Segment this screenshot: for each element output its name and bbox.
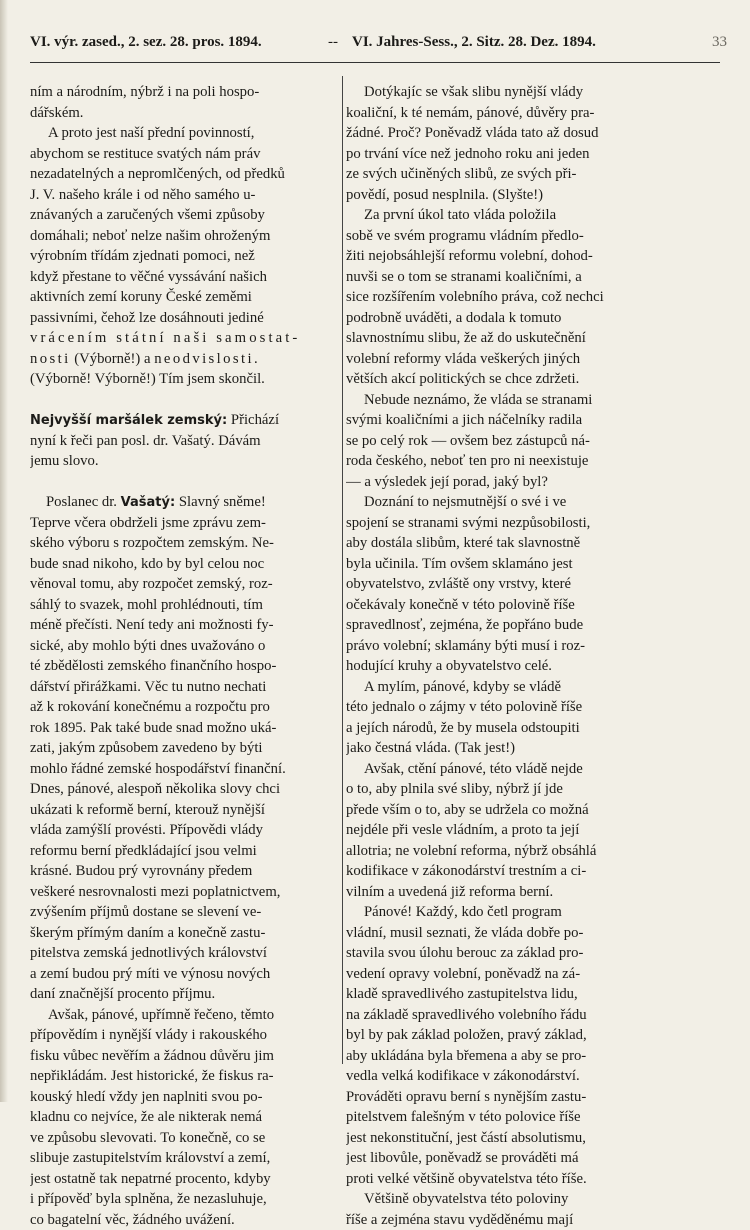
paragraph-restitution	[30, 123, 342, 328]
text-line: přede vším o to, aby se udržela co možná	[346, 800, 668, 821]
text-line: koaliční, k té nemám, pánové, důvěry pra-	[346, 103, 668, 124]
text-line: vládní, musil seznati, že vláda dobře po-	[346, 923, 668, 944]
emphasis-word: nosti	[30, 351, 71, 367]
text-line: abychom se restituce svatých nám práv	[30, 144, 342, 165]
text-line: Dotýkajíc se však slibu nynější vlády	[346, 82, 668, 103]
text-line: o to, aby plnila své sliby, nýbrž jí jde	[346, 779, 668, 800]
text-line: kouský hledí vždy jen naplniti svou po-	[30, 1087, 342, 1108]
text-line: ním a národním, nýbrž i na poli hospo-	[30, 82, 342, 103]
text-line: na základě spravedlivého volebního řádu	[346, 1005, 668, 1026]
emphasis-word: neodvislosti.	[154, 351, 260, 367]
text-line: a jejích národů, že by musela odstoupiti	[346, 718, 668, 739]
text-line: spravedlnosť, zejména, že popřáno bude	[346, 615, 668, 636]
text-line: i přípověď byla splněna, že nezasluhuje,	[30, 1189, 342, 1210]
text-line: J. V. našeho krále i od něho samého u-	[30, 185, 342, 206]
text-line: domáhali; neboť nelze našim ohroženým	[30, 226, 342, 247]
text-line: když přestane to věčné vyssávání našich	[30, 267, 342, 288]
text-line: pitelstvem falešným v této polovice říše	[346, 1107, 668, 1128]
text-line: aby ukládána byla břemena a aby se pro-	[346, 1046, 668, 1067]
text-line: méně přečísti. Není tedy ani možnosti fy-	[30, 615, 342, 636]
text-line: žiti nejobsáhlejší reformu volební, dohod-	[346, 246, 668, 267]
text-line: žádné. Proč? Poněvadž vláda tato až dosud	[346, 123, 668, 144]
text-line: reformu berní předkládající jsou velmi	[30, 841, 342, 862]
text-line: spojení se stranami svými nezpůsobilosti,	[346, 513, 668, 534]
text-line: veškeré nesrovnalosti mezi poplatnictvem,	[30, 882, 342, 903]
text-line: očekávaly konečně v této polovině říše	[346, 595, 668, 616]
text-line: znávaných a zaručených všemi způsoby	[30, 205, 342, 226]
text-line: zvýšením příjmů dostane se slevení ve-	[30, 902, 342, 923]
text-line: škerým přímým daním a konečně zastu-	[30, 923, 342, 944]
speaker-title: Poslanec dr.	[46, 494, 121, 510]
text-line: sické, aby mohlo býti dnes uvažováno o	[30, 636, 342, 657]
text-line: dářství přirážkami. Věc tu nutno nechati	[30, 677, 342, 698]
text-line: podrobně uváděti, a dodala k tomuto	[346, 308, 668, 329]
speaker-line	[30, 492, 342, 513]
applause-text: (Výborně!) a	[71, 351, 155, 367]
speech-paragraph	[30, 513, 342, 1005]
text-line: říše a zejména stavu vyděděnému mají	[346, 1210, 668, 1230]
emphasis-line-2	[30, 349, 342, 370]
text-line: Pánové! Každý, kdo četl program	[346, 902, 668, 923]
text-line: nyní k řeči pan posl. dr. Vašatý. Dávám	[30, 431, 342, 452]
speech-text: Slavný sněme!	[175, 494, 266, 510]
text-line: větších akcí politických se chce zdržeti.	[346, 369, 668, 390]
right-column	[346, 82, 668, 1230]
text-line: až k rokování konečnému a rozpočtu pro	[30, 697, 342, 718]
text-line: roda českého, neboť ten pro ni neexistuje	[346, 451, 668, 472]
text-line: povědí, posud nesplnila. (Slyšte!)	[346, 185, 668, 206]
text-line: sáhlý to svazek, mohl prohlédnouti, tím	[30, 595, 342, 616]
text-line: proti velké většině obyvatelstva této říše.	[346, 1169, 668, 1190]
left-column	[30, 82, 342, 1230]
paragraph-line: (Výborně! Výborně!) Tím jsem skončil.	[30, 369, 342, 390]
text-line: Teprve včera obdrželi jsme zprávu zem-	[30, 513, 342, 534]
text-line: ve způsobu slevovati. To konečně, co se	[30, 1128, 342, 1149]
emphasis-line: vrácením státní naši samostat-	[30, 328, 342, 349]
text-line: nejdéle při vesle vládním, a proto ta její	[346, 820, 668, 841]
text-line: Avšak, ctění pánové, této vládě nejde	[346, 759, 668, 780]
text-line: nezadatelných a nepromlčených, od předků	[30, 164, 342, 185]
text-line: jest ostatně tak nepatrné procento, kdyby	[30, 1169, 342, 1190]
text-line: pitelstva zemská jednotlivých království	[30, 943, 342, 964]
text-line: rok 1895. Pak také bude snad možno uká-	[30, 718, 342, 739]
text-line: nepřikládám. Jest historické, že fiskus ra-	[30, 1066, 342, 1087]
column-divider	[342, 76, 343, 1064]
text-line: věnoval tomu, aby rozpočet zemský, roz-	[30, 574, 342, 595]
text-line: jest nekonstituční, jest částí absolutismu,	[346, 1128, 668, 1149]
text-line: Nebude neznámo, že vláda se stranami	[346, 390, 668, 411]
text-line: vedení opravy volební, poněvadž na zá-	[346, 964, 668, 985]
text-line: se po celý rok — ovšem bez zástupců ná-	[346, 431, 668, 452]
text-line: sobě ve svém programu vládním předlo-	[346, 226, 668, 247]
text-line: — a výsledek její porad, jaký byl?	[346, 472, 668, 493]
text-line: A mylím, pánové, kdyby se vládě	[346, 677, 668, 698]
text-line: kladnu co nejvíce, že ale nikterak nemá	[30, 1107, 342, 1128]
page-number: 33	[712, 34, 727, 51]
text-line: ukázati k reformě berní, kterouž nynější	[30, 800, 342, 821]
text-line: aby dostála slibům, které tak slavnostně	[346, 533, 668, 554]
speaker-name: Nejvyšší maršálek zemský:	[30, 413, 227, 428]
text-line: daní značnější procento příjmu.	[30, 984, 342, 1005]
text-line: co bagatelní věc, žádného uvážení.	[30, 1210, 342, 1230]
text-line: té zbědělosti zemského finančního hospo-	[30, 656, 342, 677]
text-line: slavnostnímu slibu, že až do uskutečnění	[346, 328, 668, 349]
speaker-name: Vašatý:	[121, 495, 176, 510]
text-line: krásné. Budou prý vyrovnány předem	[30, 861, 342, 882]
text-line: Doznání to nejsmutnější o své i ve	[346, 492, 668, 513]
text-line: allotria; ne volební reforma, nýbrž obsáhlá	[346, 841, 668, 862]
text-line: nuvši se o tom se stranami koaličními, a	[346, 267, 668, 288]
text-line: vláda zamýšlí provésti. Přípovědi vlády	[30, 820, 342, 841]
text-line: kladě spravedlivého zastupitelstva lidu,	[346, 984, 668, 1005]
text-line: vilním a uvedená již reforma berní.	[346, 882, 668, 903]
text-line: stavila svou úlohu berouc za základ pro-	[346, 943, 668, 964]
running-header	[30, 34, 730, 56]
text-line: mohlo řádné zemské hospodářství finanční.	[30, 759, 342, 780]
text-line: a zemí budou prý míti ve výnosu nových	[30, 964, 342, 985]
text-line: po trvání více než jednoho roku ani jeden	[346, 144, 668, 165]
paragraph-avsak	[30, 1005, 342, 1230]
text-line: aktivních zemí koruny České zeměmi	[30, 287, 342, 308]
text-line: jest libovůle, poněvadž se prováděti má	[346, 1148, 668, 1169]
text-line: Za první úkol tato vláda položila	[346, 205, 668, 226]
text-line: Prováděti opravu berní s nynějším zastu-	[346, 1087, 668, 1108]
header-czech: VI. výr. zased., 2. sez. 28. pros. 1894.	[30, 34, 262, 51]
text-line: právo volební; sklamány býti musí i roz-	[346, 636, 668, 657]
text-line: ze svých učiněných slibů, ze svých při-	[346, 164, 668, 185]
text-line: přípovědím i nynější vlády i rakouského	[30, 1025, 342, 1046]
text-line: jako čestná vláda. (Tak jest!)	[346, 738, 668, 759]
text-line: bude snad nikoho, kdo by byl celou noc	[30, 554, 342, 575]
text-line: Avšak, pánové, upřímně řečeno, těmto	[30, 1005, 342, 1026]
text-line: slibuje zastupitelstvím království a zemí,	[30, 1148, 342, 1169]
text-line: dářském.	[30, 103, 342, 124]
text-line: volební reformy vláda veškerých jiných	[346, 349, 668, 370]
header-german: VI. Jahres-Sess., 2. Sitz. 28. Dez. 1894.	[352, 34, 596, 51]
text-line: obyvatelstvo, zvláště ony vrstvy, které	[346, 574, 668, 595]
text-line: hodující kruhy a obyvatelstvo celé.	[346, 656, 668, 677]
page-edge-shadow	[0, 0, 8, 1102]
text-line: svými koaličními a jich náčelníky radila	[346, 410, 668, 431]
text-line: byl by pak základ položen, pravý základ,	[346, 1025, 668, 1046]
text-line: byla učinila. Tím ovšem sklamáno jest	[346, 554, 668, 575]
text-line: ského výboru s rozpočtem zemským. Ne-	[30, 533, 342, 554]
text-line: sice rozšířením volebního práva, což nechci	[346, 287, 668, 308]
text-line: Většině obyvatelstva této poloviny	[346, 1189, 668, 1210]
speech-text: Přichází	[227, 412, 279, 428]
text-line: fisku vůbec nevěřím a žádnou důvěru jim	[30, 1046, 342, 1067]
text-line: výrobním třídám zjednati pomoci, než	[30, 246, 342, 267]
speaker-line	[30, 410, 342, 431]
text-line: A proto jest naší přední povinností,	[30, 123, 342, 144]
text-line: vedla velká kodifikace v zákonodárství.	[346, 1066, 668, 1087]
header-separator: --	[328, 34, 338, 51]
text-line: této jednalo o zájmy v této polovině říše	[346, 697, 668, 718]
text-line: jemu slovo.	[30, 451, 342, 472]
text-line: Dnes, pánové, alespoň několika slovy chci	[30, 779, 342, 800]
paragraph-intro	[30, 82, 342, 123]
text-line: passivními, čehož lze dosáhnouti jediné	[30, 308, 342, 329]
header-rule	[30, 62, 720, 63]
speaker-paragraph	[30, 431, 342, 472]
text-line: kodifikace v zákonodárství trestním a ci-	[346, 861, 668, 882]
text-line: zati, jakým způsobem zavedeno by býti	[30, 738, 342, 759]
